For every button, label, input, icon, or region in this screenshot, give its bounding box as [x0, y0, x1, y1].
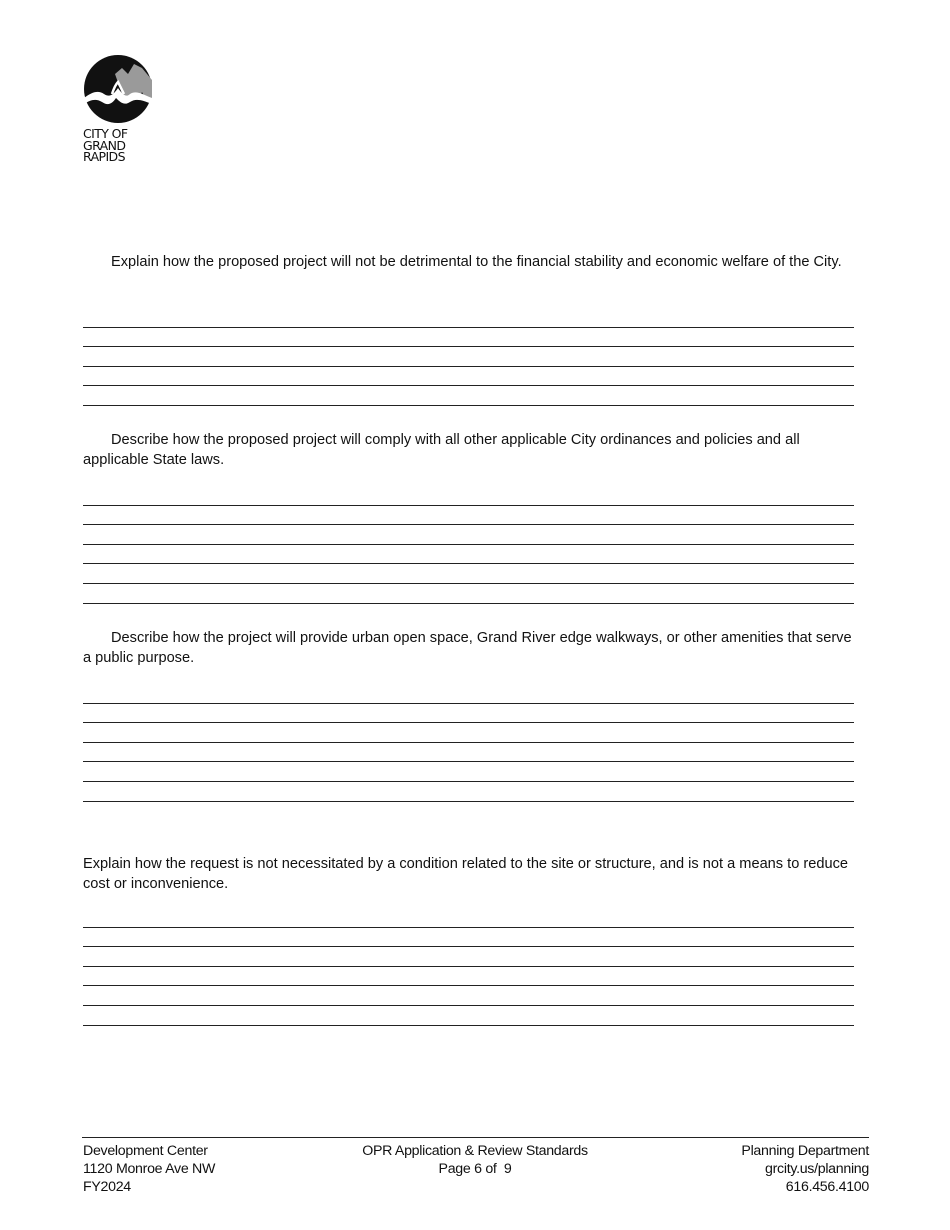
answer-line[interactable] [83, 486, 854, 506]
answer-line[interactable] [83, 743, 854, 763]
city-logo [82, 54, 158, 163]
question-2-text: Describe how the proposed project will comply with all other applicable City ordinances and policies and all applicable State laws. [83, 432, 800, 468]
answer-line[interactable] [83, 347, 854, 367]
logo-line-2: GRAND [83, 137, 126, 153]
answer-line[interactable] [83, 928, 854, 948]
question-4-answer-lines[interactable] [83, 908, 854, 1026]
footer-fiscal-year: FY2024 [83, 1179, 131, 1195]
city-logo-icon [82, 54, 154, 124]
answer-line[interactable] [83, 947, 854, 967]
answer-line[interactable] [83, 782, 854, 802]
answer-line[interactable] [83, 525, 854, 545]
footer-right [741, 1142, 869, 1196]
answer-line[interactable] [83, 367, 854, 387]
footer-document-title: OPR Application & Review Standards [362, 1143, 588, 1159]
question-2-answer-lines[interactable] [83, 486, 854, 604]
footer-office: Development Center [83, 1143, 208, 1159]
footer-website: grcity.us/planning [765, 1161, 869, 1177]
answer-line[interactable] [83, 1006, 854, 1026]
answer-line[interactable] [83, 584, 854, 604]
question-1-answer-lines[interactable] [83, 308, 854, 406]
footer-divider [82, 1137, 869, 1138]
answer-line[interactable] [83, 308, 854, 328]
answer-line[interactable] [83, 986, 854, 1006]
question-4-text: Explain how the request is not necessitated by a condition related to the site or structure, and is not a means to reduce cost or inconvenience. [83, 856, 848, 892]
answer-line[interactable] [83, 967, 854, 987]
answer-line[interactable] [83, 386, 854, 406]
footer-department: Planning Department [741, 1143, 869, 1159]
question-3-answer-lines[interactable] [83, 684, 854, 802]
logo-text [83, 128, 158, 163]
answer-line[interactable] [83, 545, 854, 565]
logo-line-1: CITY OF [83, 126, 128, 141]
answer-line[interactable] [83, 564, 854, 584]
answer-line[interactable] [83, 762, 854, 782]
footer-address: 1120 Monroe Ave NW [83, 1161, 216, 1177]
footer-center [330, 1142, 620, 1178]
logo-line-3: RAPIDS [83, 149, 125, 164]
footer-phone: 616.456.4100 [785, 1179, 869, 1195]
question-3-text: Describe how the project will provide urban open space, Grand River edge walkways, or other amenities that serve a public purpose. [83, 630, 852, 666]
footer-page-number: Page 6 of 9 [438, 1161, 512, 1177]
answer-line[interactable] [83, 328, 854, 348]
question-1-text: Explain how the proposed project will not be detrimental to the financial stability and economic welfare of the City. [111, 254, 842, 270]
answer-line[interactable] [83, 723, 854, 743]
answer-line[interactable] [83, 684, 854, 704]
answer-line[interactable] [83, 908, 854, 928]
footer-left [83, 1142, 215, 1196]
answer-line[interactable] [83, 704, 854, 724]
answer-line[interactable] [83, 506, 854, 526]
